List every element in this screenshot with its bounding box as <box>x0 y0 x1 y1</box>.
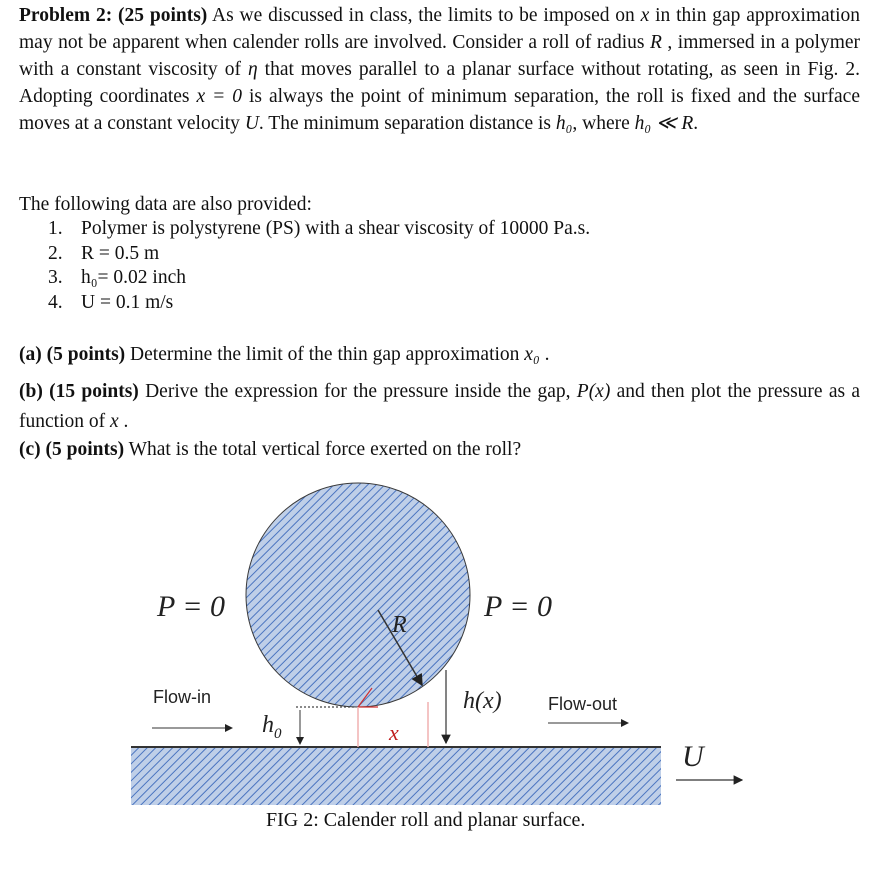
list-item-text: R = 0.5 m <box>81 242 160 264</box>
problem-text-1: As we discussed in class, the limits to be imposed on <box>207 5 641 26</box>
radius-label: R <box>392 612 407 638</box>
question-b-label: (b) (15 points) <box>19 381 139 402</box>
question-b-var-2: x <box>109 411 119 432</box>
var-eta: η <box>247 59 258 80</box>
problem-text-5: is always the point of minimum separation, the roll is fixed and the surface moves at a constant velocity <box>19 86 860 134</box>
planar-surface <box>131 747 661 805</box>
given-list <box>48 217 590 315</box>
var-x: x <box>640 5 650 26</box>
list-item <box>48 266 590 291</box>
given-intro: The following data are also provided: <box>19 194 312 215</box>
problem-statement <box>19 2 860 137</box>
list-item-text: h₀= 0.02 inch <box>81 267 186 288</box>
list-item-number: 1. <box>48 218 63 239</box>
var-R: R <box>649 32 662 53</box>
question-c <box>19 437 521 463</box>
hx-label: h(x) <box>463 688 502 714</box>
list-item-number: 3. <box>48 267 63 288</box>
problem-text-4: that moves parallel to a planar surface without rotating, as seen in Fig. 2. Adopting coordinates <box>19 59 860 107</box>
p-left-label: P = 0 <box>157 590 226 623</box>
list-item-number: 4. <box>48 291 63 313</box>
x-label: x <box>389 720 399 745</box>
flow-in-label: Flow-in <box>153 687 212 707</box>
list-item-text: U = 0.1 m/s <box>81 291 174 313</box>
question-b-text-2: and then plot the pressure as a function of <box>19 381 861 432</box>
p-right-label: P = 0 <box>484 590 553 623</box>
question-b-end: . <box>118 411 129 432</box>
flow-out-label: Flow-out <box>548 694 618 714</box>
question-a <box>19 342 549 368</box>
question-c-text: What is the total vertical force exerted on the roll? <box>124 439 522 460</box>
roll-circle <box>246 483 470 707</box>
problem-text-7: , where <box>572 113 635 134</box>
question-a-text: Determine the limit of the thin gap approximation <box>125 344 525 365</box>
question-a-label: (a) (5 points) <box>19 344 126 365</box>
list-item <box>48 291 590 316</box>
problem-heading: Problem 2: (25 points) <box>19 5 208 26</box>
problem-text-3: , immersed in a polymer with a constant viscosity of <box>19 32 861 80</box>
list-item <box>48 217 590 242</box>
var-h0: h₀ <box>555 113 573 134</box>
u-label: U <box>682 740 704 773</box>
figure-caption: FIG 2: Calender roll and planar surface. <box>266 809 586 831</box>
question-a-end: . <box>539 344 550 365</box>
question-b-var: P(x) <box>576 381 611 402</box>
question-c-label: (c) (5 points) <box>19 439 125 460</box>
list-item <box>48 242 590 267</box>
var-U: U <box>244 113 259 134</box>
problem-text-2: in thin gap approximation may not be apparent when calender rolls are involved. Consider a roll of radius <box>19 5 860 53</box>
h0-label: $h_0$ <box>262 712 282 742</box>
inequality: h₀ ≪ R <box>634 113 694 134</box>
list-item-text: Polymer is polystyrene (PS) with a shear viscosity of 10000 Pa.s. <box>81 218 591 239</box>
coord-expr: x = 0 <box>196 86 243 107</box>
question-b-text: Derive the expression for the pressure inside the gap, <box>138 381 577 402</box>
problem-text-6: . The minimum separation distance is <box>258 113 556 134</box>
list-item-number: 2. <box>48 242 63 264</box>
problem-text-8: . <box>693 113 699 134</box>
question-a-var: x₀ <box>524 344 540 365</box>
calender-roll-figure <box>0 470 877 870</box>
question-b <box>19 377 860 437</box>
